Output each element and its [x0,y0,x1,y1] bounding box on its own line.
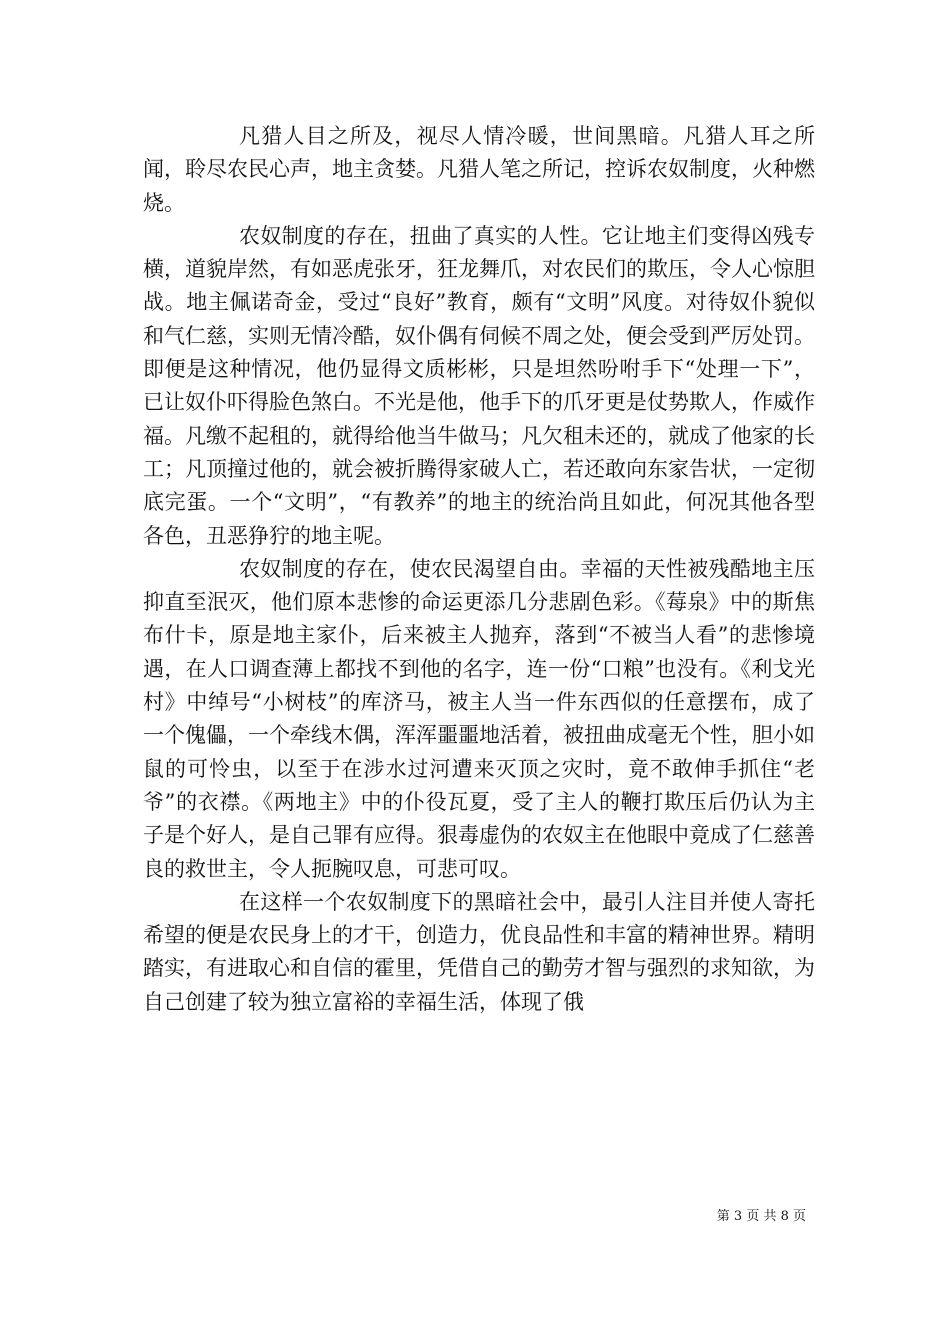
paragraph: 在这样一个农奴制度下的黑暗社会中，最引人注目并使人寄托希望的便是农民身上的才干，创造力，优良品性和丰富的精神世界。精明踏实，有进取心和自信的霍里，凭借自己的勤劳才智与强烈的求知欲，为自己创建了较为独立富裕的幸福生活，体现了俄 [143,889,815,1014]
document-body [143,120,815,1019]
page-number-footer: 第 3 页 共 8 页 [716,1209,806,1224]
paragraph: 农奴制度的存在，使农民渴望自由。幸福的天性被残酷地主压抑直至泯灭，他们原本悲惨的命运更添几分悲剧色彩。《莓泉》中的斯焦布什卡，原是地主家仆，后来被主人抛弃，落到“不被当人看”的悲惨境遇，在人口调查薄上都找不到他的名字，连一份“口粮”也没有。《利戈光村》中绰号“小树枝”的库济马，被主人当一件东西似的任意摆布，成了一个傀儡，一个牵线木偶，浑浑噩噩地活着，被扭曲成毫无个性，胆小如鼠的可怜虫，以至于在涉水过河遭来灭顶之灾时，竟不敢伸手抓住“老爷”的衣襟。《两地主》中的仆役瓦夏，受了主人的鞭打欺压后仍认为主子是个好人，是自己罪有应得。狠毒虚伪的农奴主在他眼中竟成了仁慈善良的救世主，令人扼腕叹息，可悲可叹。 [143,556,815,881]
paragraph: 农奴制度的存在，扭曲了真实的人性。它让地主们变得凶残专横，道貌岸然，有如恶虎张牙，狂龙舞爪，对农民们的欺压，令人心惊胆战。地主佩诺奇金，受过“良好”教育，颇有“文明”风度。对待奴仆貌似和气仁慈，实则无情冷酷，奴仆偶有伺候不周之处，便会受到严厉处罚。即便是这种情况，他仍显得文质彬彬，只是坦然吩咐手下“处理一下”，已让奴仆吓得脸色煞白。不光是他，他手下的爪牙更是仗势欺人，作威作福。凡缴不起租的，就得给他当牛做马；凡欠租未还的，就成了他家的长工；凡顶撞过他的，就会被折腾得家破人亡，若还敢向东家告状，一定彻底完蛋。一个“文明”，“有教养”的地主的统治尚且如此，何况其他各型各色，丑恶狰狞的地主呢。 [143,223,815,548]
paragraph: 凡猎人目之所及，视尽人情冷暖，世间黑暗。凡猎人耳之所闻，聆尽农民心声，地主贪婪。凡猎人笔之所记，控诉农奴制度，火种燃烧。 [143,124,815,215]
